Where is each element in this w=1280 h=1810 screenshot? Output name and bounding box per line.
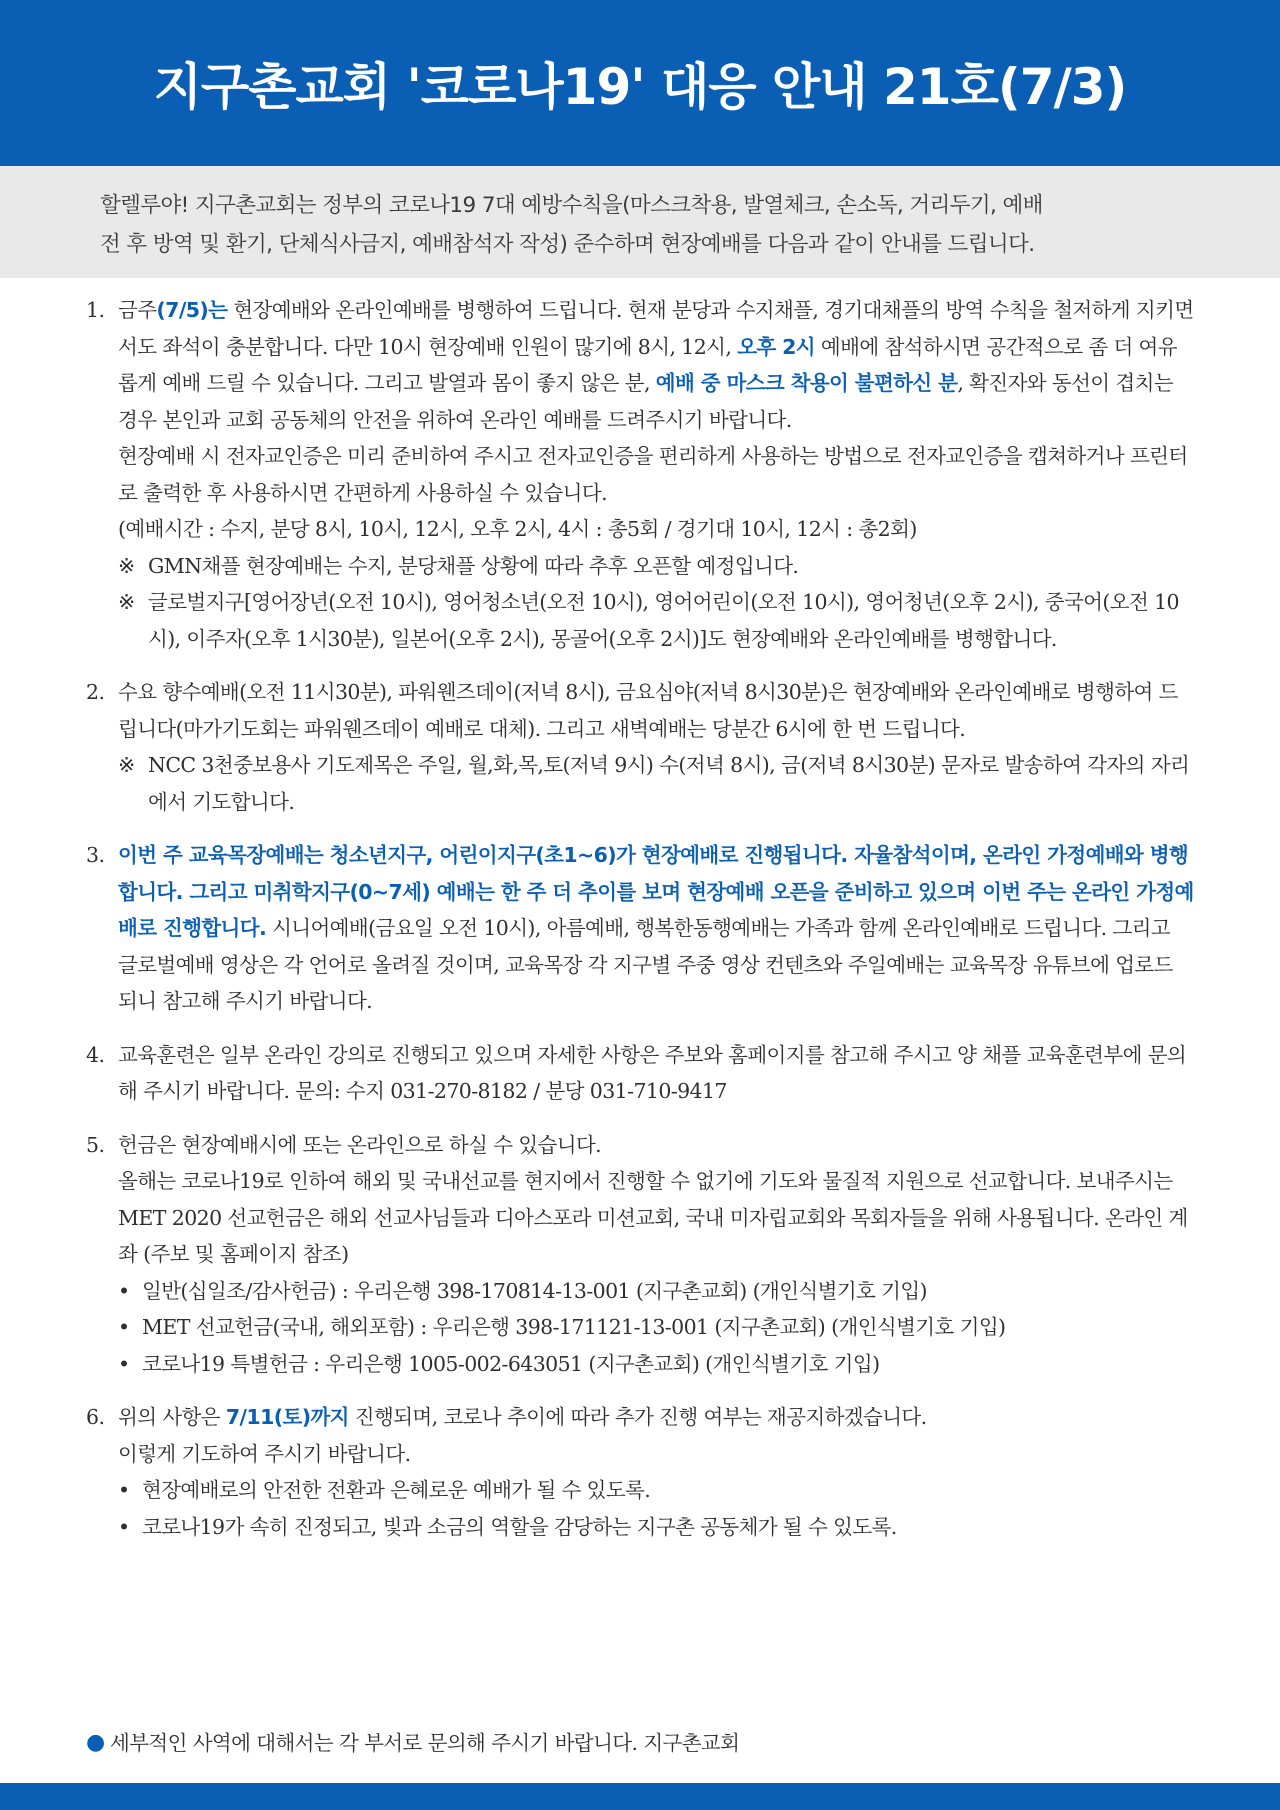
notice-list xyxy=(86,292,1194,1562)
notice-item-5 xyxy=(86,1127,1194,1383)
text-segment: 예배에 참석하시면 공간적으로 좀 더 여유롭게 예배 드릴 수 있습니다. 그리고 발열과 몸이 좋지 않은 분, xyxy=(118,334,1177,395)
highlight-time: 오후 2시 xyxy=(737,334,816,359)
bottom-bar xyxy=(0,1783,1280,1810)
note-ncc xyxy=(118,747,1194,820)
notice-item-6 xyxy=(86,1399,1194,1545)
page-title: 지구촌교회 '코로나19' 대응 안내 21호(7/3) xyxy=(153,58,1127,116)
highlight-education: 이번 주 교육목장예배는 청소년지구, 어린이지구(초1~6)가 현장예배로 진행됩니다. 자율참석이며, 온라인 가정예배와 병행합니다. 그리고 미취학지구(0~7세) 예배는 한 주 더 추이를 보며 현장예배 오픈을 준비하고 있으며 이번 주는 온라인 가정예배로 진행합니다. xyxy=(118,843,1194,940)
text-segment: 시니어예배(금요일 오전 10시), 아름예배, 행복한동행예배는 가족과 함께 온라인예배로 드립니다. 그리고 글로벌예배 영상은 각 언어로 올려질 것이며, 교육목장 각 지구별 주중 영상 컨텐츠와 주일예배는 교육목장 유튜브에 업로드 되니 참고해 주시기 바랍니다. xyxy=(118,916,1173,1013)
footer-note xyxy=(86,1725,1194,1761)
intro-box xyxy=(0,166,1280,278)
bullet-mark: • xyxy=(118,1478,130,1502)
notice-item-3 xyxy=(86,837,1194,1020)
note-mark: ※ xyxy=(118,590,135,614)
item-paragraph xyxy=(118,1399,1194,1436)
item-paragraph: 교육훈련은 일부 온라인 강의로 진행되고 있으며 자세한 사항은 주보와 홈페이지를 참고해 주시고 양 채플 교육훈련부에 문의해 주시기 바랍니다. 문의: 수지 031-270-8182 / 분당 031-710-9417 xyxy=(118,1042,1187,1103)
item-number: 3. xyxy=(86,843,105,867)
bullet-mark: • xyxy=(118,1351,130,1376)
item-number: 1. xyxy=(86,298,105,322)
note-gmn xyxy=(118,548,1194,585)
notice-item-2 xyxy=(86,674,1194,820)
bullet-mark: • xyxy=(118,1278,130,1303)
notice-item-1 xyxy=(86,292,1194,657)
prayer-2 xyxy=(118,1509,1194,1546)
note-global xyxy=(118,584,1194,657)
bullet-text: 현장예배로의 안전한 전환과 은혜로운 예배가 될 수 있도록. xyxy=(142,1478,651,1502)
bullet-text: 일반(십일조/감사헌금) : 우리은행 398-170814-13-001 (지구촌교회) (개인식별기호 기입) xyxy=(142,1278,927,1303)
item-body xyxy=(118,1127,1194,1383)
text-segment: 진행되며, 코로나 추이에 따라 추가 진행 여부는 재공지하겠습니다. xyxy=(348,1405,927,1429)
item-body xyxy=(118,674,1194,820)
item-paragraph: 올해는 코로나19로 인하여 해외 및 국내선교를 현지에서 진행할 수 없기에 기도와 물질적 지원으로 선교합니다. 보내주시는 MET 2020 선교헌금은 해외 선교사님들과 디아스포라 미션교회, 국내 미자립교회와 목회자들을 위해 사용됩니다. 온라인 계좌 (주보 및 홈페이지 참조) xyxy=(118,1169,1188,1266)
text-segment: , 확진자와 동선이 겹치는 경우 본인과 교회 공동체의 안전을 위하여 온라인 예배를 드려주시기 바랍니다. xyxy=(118,371,1174,432)
note-mark: ※ xyxy=(118,753,135,777)
footer-dot-icon: ● xyxy=(86,1730,105,1755)
footer-text: 세부적인 사역에 대해서는 각 부서로 문의해 주시기 바랍니다. 지구촌교회 xyxy=(110,1731,740,1755)
item-paragraph: 현장예배 시 전자교인증은 미리 준비하여 주시고 전자교인증을 편리하게 사용하는 방법으로 전자교인증을 캡쳐하거나 프린터로 출력한 후 사용하시면 간편하게 사용하실 수 있습니다. xyxy=(118,444,1188,505)
item-paragraph: 헌금은 현장예배시에 또는 온라인으로 하실 수 있습니다. xyxy=(118,1132,602,1157)
highlight-mask: 예배 중 마스크 착용이 불편하신 분 xyxy=(655,371,958,395)
item-body xyxy=(118,292,1194,657)
item-paragraph xyxy=(118,837,1194,1020)
item-number: 2. xyxy=(86,680,105,704)
item-paragraph xyxy=(118,292,1194,438)
item-body xyxy=(118,837,1194,1020)
text-segment: 현장예배와 온라인예배를 병행하여 드립니다. 현재 분당과 수지채플, 경기대채플의 방역 수칙을 철저하게 지키면서도 좌석이 충분합니다. 다만 10시 현장예배 인원이 많기에 8시, 12시, xyxy=(118,298,1194,359)
bullet-text: 코로나19 특별헌금 : 우리은행 1005-002-643051 (지구촌교회) (개인식별기호 기입) xyxy=(142,1351,880,1376)
note-text: 글로벌지구[영어장년(오전 10시), 영어청소년(오전 10시), 영어어린이(오전 10시), 영어청년(오후 2시), 중국어(오전 10시), 이주자(오후 1시30분), 일본어(오후 2시), 몽골어(오후 2시)]도 현장예배와 온라인예배를 병행합니다. xyxy=(148,590,1179,651)
account-general xyxy=(118,1273,1194,1310)
note-text: GMN채플 현장예배는 수지, 분당채플 상황에 따라 추후 오픈할 예정입니다. xyxy=(148,553,799,578)
item-body xyxy=(118,1037,1194,1110)
item-paragraph: 이렇게 기도하여 주시기 바랍니다. xyxy=(118,1441,411,1466)
account-met xyxy=(118,1309,1194,1346)
note-mark: ※ xyxy=(118,553,135,578)
header-banner xyxy=(0,0,1280,166)
text-segment: 금주 xyxy=(118,298,157,322)
bullet-mark: • xyxy=(118,1315,130,1339)
item-number: 5. xyxy=(86,1132,105,1157)
item-number: 6. xyxy=(86,1405,105,1429)
prayer-1 xyxy=(118,1472,1194,1509)
account-corona xyxy=(118,1346,1194,1383)
notice-item-4 xyxy=(86,1037,1194,1110)
text-segment: 위의 사항은 xyxy=(118,1405,226,1429)
highlight-deadline: 7/11(토)까지 xyxy=(225,1405,349,1429)
bullet-text: 코로나19가 속히 진정되고, 빛과 소금의 역할을 감당하는 지구촌 공동체가 될 수 있도록. xyxy=(142,1514,897,1539)
item-number: 4. xyxy=(86,1042,105,1067)
item-body xyxy=(118,1399,1194,1545)
bullet-text: MET 선교헌금(국내, 해외포함) : 우리은행 398-171121-13-001 (지구촌교회) (개인식별기호 기입) xyxy=(142,1315,1006,1339)
intro-line-2: 전 후 방역 및 환기, 단체식사금지, 예배참석자 작성) 준수하며 현장예배를 다음과 같이 안내를 드립니다. xyxy=(100,232,1035,257)
intro-line-1: 할렐루야! 지구촌교회는 정부의 코로나19 7대 예방수칙을(마스크착용, 발열체크, 손소독, 거리두기, 예배 xyxy=(100,193,1043,218)
worship-times: (예배시간 : 수지, 분당 8시, 10시, 12시, 오후 2시, 4시 : 총5회 / 경기대 10시, 12시 : 총2회) xyxy=(118,517,917,541)
highlight-date: (7/5)는 xyxy=(156,298,228,322)
note-text: NCC 3천중보용사 기도제목은 주일, 월,화,목,토(저녁 9시) 수(저녁 8시), 금(저녁 8시30분) 문자로 발송하여 각자의 자리에서 기도합니다. xyxy=(148,753,1190,814)
item-paragraph: 수요 향수예배(오전 11시30분), 파워웬즈데이(저녁 8시), 금요심야(저녁 8시30분)은 현장예배와 온라인예배로 병행하여 드립니다(마가기도회는 파워웬즈데이 예배로 대체). 그리고 새벽예배는 당분간 6시에 한 번 드립니다. xyxy=(118,680,1178,741)
bullet-mark: • xyxy=(118,1514,130,1539)
